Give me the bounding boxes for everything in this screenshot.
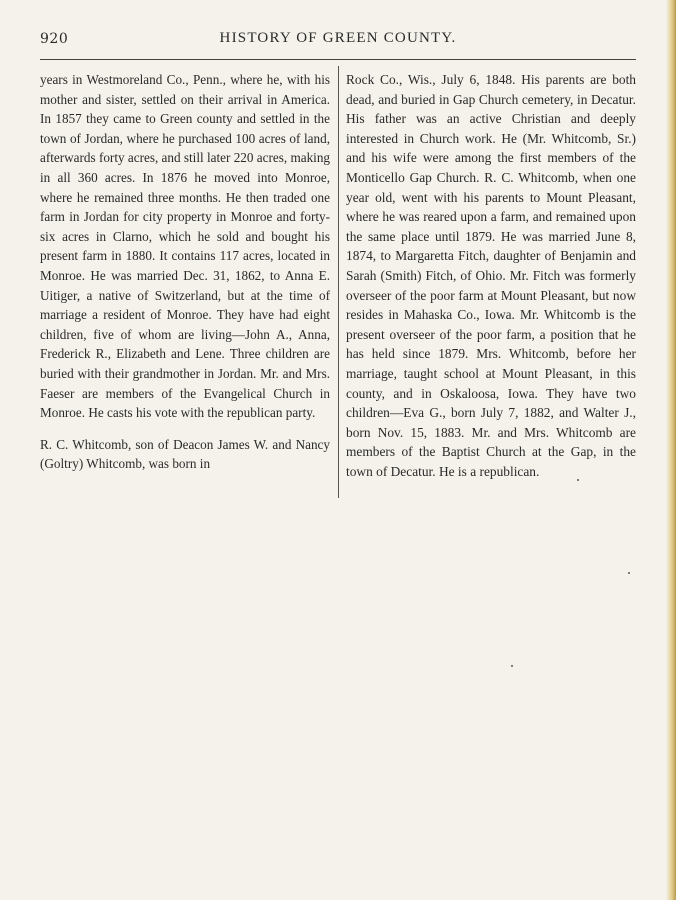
right-column [346, 70, 636, 493]
left-column [40, 70, 330, 486]
page-number: 920 [40, 31, 69, 47]
speck [511, 665, 513, 667]
left-paragraph-whitcomb-intro: R. C. Whitcomb, son of Deacon James W. and Nancy (Goltry) Whitcomb, was born in [40, 436, 330, 472]
page-edge-stain [666, 0, 676, 900]
speck [628, 572, 630, 574]
right-paragraph-whitcomb: Rock Co., Wis., July 6, 1848. His parents are both dead, and buried in Gap Church cemetery, in Decatur. His father was an active Christian and deeply interested in Church work. He (Mr. Whitcomb, Sr.) and his wife were among the first members of the Monticello Gap Church. R. C. Whitcomb, when one year old, went with his parents to Mount Pleasant, where he was reared upon a farm, and remained upon the same place until 1879. He was married June 8, 1874, to Margaretta Fitch, daughter of Benjamin and Sarah (Smith) Fitch, of Ohio. Mr. Fitch was formerly overseer of the poor farm at Mount Pleasant, but now resides in Mahaska Co., Iowa. Mr. Whitcomb is the present overseer of the poor farm, a position that he has held since 1879. Mrs. Whitcomb, before her marriage, taught school at Mount Pleasant, in this county, and in Oskaloosa, Iowa. They have two children—Eva G., born July 7, 1882, and Walter J., born Nov. 15, 1883. Mr. and Mrs. Whitcomb are members of the Baptist Church at the Gap, in the town of Decatur. He is a republican. [346, 72, 636, 479]
column-divider [338, 66, 339, 498]
header-rule [40, 59, 636, 60]
left-paragraph-faeser: years in Westmoreland Co., Penn., where he, with his mother and sister, settled on their arrival in America. In 1857 they came to Green county and settled in the town of Jordan, where he purchased 100 acres of land, afterwards forty acres, and still later 220 acres, making in all 360 acres. In 1876 he moved into Monroe, where he remained three months. He then traded one farm in Jordan for city property in Monroe and forty-six acres in Clarno, which he sold and bought his present farm in 1880. It contains 117 acres, located in Monroe. He was married Dec. 31, 1862, to Anna E. Uitiger, a native of Switzerland, but at the time of marriage a resident of Monroe. They have had eight children, five of whom are living—John A., Anna, Frederick R., Elizabeth and Lene. Three children are buried with their grandmother in Jordan. Mr. and Mrs. Faeser are members of the Evangelical Church in Monroe. He casts his vote with the republican party. [40, 72, 331, 421]
speck [577, 479, 579, 481]
running-head: HISTORY OF GREEN COUNTY. [219, 30, 457, 46]
